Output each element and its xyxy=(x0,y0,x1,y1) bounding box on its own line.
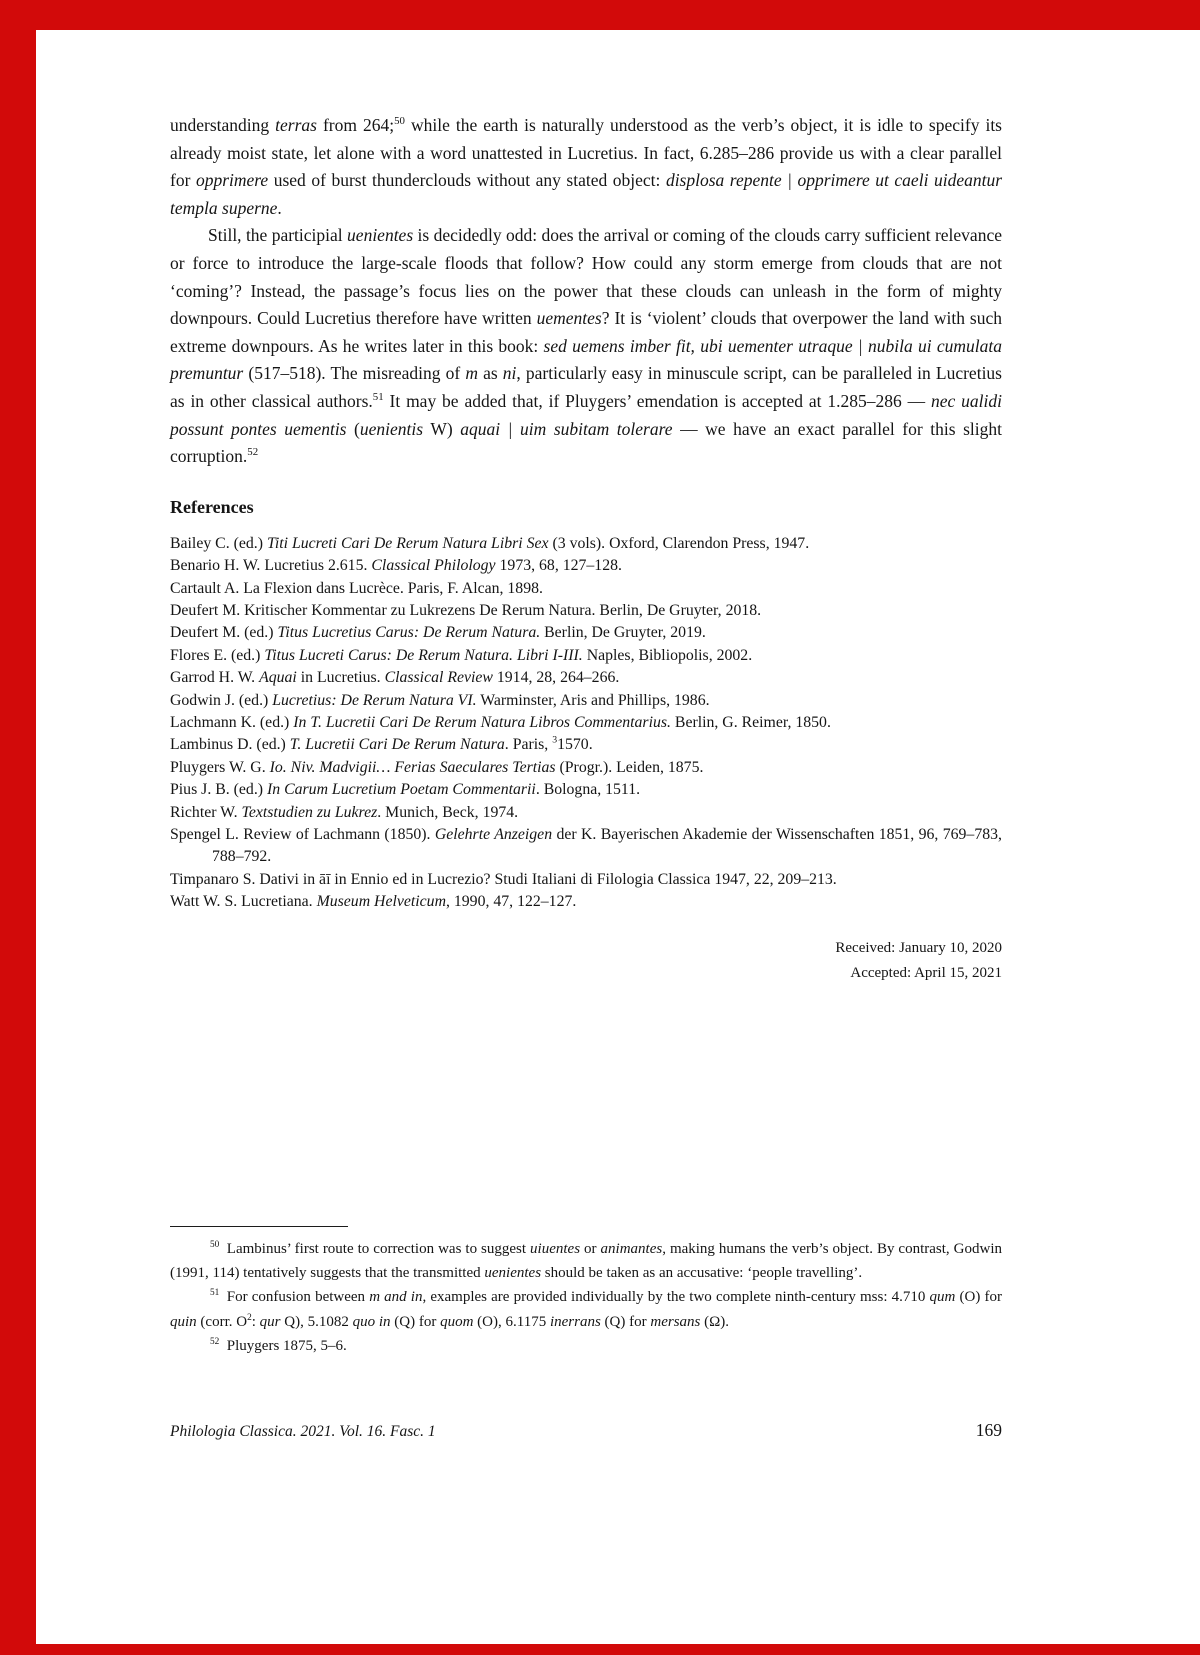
reference-entry: Timpanaro S. Dativi in āī in Ennio ed in Lucrezio? Studi Italiani di Filologia Classica 1947, 22, 209–213. xyxy=(170,870,837,888)
body-paragraph-1: understanding terras from 264;$^{50}$ while the earth is naturally understood as the verb’s object, it is idle to specify its already moist state, let alone with a word unattested in Lucretius. In fact, 6.285–286 provide us with a clear parallel for opprimere used of burst thunderclouds without any stated object: displosa repente | opprimere ut caeli uideantur templa superne. xyxy=(170,115,1003,218)
reference-entry: Cartault A. La Flexion dans Lucrèce. Paris, F. Alcan, 1898. xyxy=(170,579,543,597)
reference-entry: Flores E. (ed.) Titus Lucreti Carus: De Rerum Natura. Libri I-III. Naples, Bibliopolis, 2002. xyxy=(170,646,753,664)
reference-entry: Bailey C. (ed.) Titi Lucreti Cari De Rerum Natura Libri Sex (3 vols). Oxford, Clarendon Press, 1947. xyxy=(170,534,810,552)
page-body xyxy=(170,112,1002,986)
reference-entry: Richter W. Textstudien zu Lukrez. Munich, Beck, 1974. xyxy=(170,803,519,821)
reference-entry: Lambinus D. (ed.) T. Lucretii Cari De Rerum Natura. Paris, $^3$1570. xyxy=(170,735,593,754)
page-footer xyxy=(170,1420,1002,1441)
footnote-separator-rule xyxy=(170,1226,348,1227)
reference-entry: Deufert M. Kritischer Kommentar zu Lukrezens De Rerum Natura. Berlin, De Gruyter, 2018. xyxy=(170,601,762,619)
received-date: Received: January 10, 2020 xyxy=(835,939,1002,956)
reference-entry: Garrod H. W. Aquai in Lucretius. Classical Review 1914, 28, 264–266. xyxy=(170,669,620,687)
reference-entry: Watt W. S. Lucretiana. Museum Helveticum, 1990, 47, 122–127. xyxy=(170,893,577,911)
reference-entry: Spengel L. Review of Lachmann (1850). Gelehrte Anzeigen der K. Bayerischen Akademie der Wissenschaften 1851, 96, 769–783, 788–792. xyxy=(170,826,1002,866)
reference-entry: Deufert M. (ed.) Titus Lucretius Carus: De Rerum Natura. Berlin, De Gruyter, 2019. xyxy=(170,624,706,642)
footnote-entry: $^{52}$ Pluygers 1875, 5–6. xyxy=(210,1336,347,1354)
reference-entry: Godwin J. (ed.) Lucretius: De Rerum Natura VI. Warminster, Aris and Phillips, 1986. xyxy=(170,691,710,709)
page-edge-bottom-bar xyxy=(0,1644,1200,1655)
accepted-date: Accepted: April 15, 2021 xyxy=(850,964,1002,981)
footnotes-section xyxy=(170,1226,1002,1358)
footnotes-list xyxy=(170,1237,1002,1358)
footer-page-number: 169 xyxy=(975,1420,1002,1440)
footer-journal-title: Philologia Classica. 2021. Vol. 16. Fasc. 1 xyxy=(170,1423,436,1440)
reference-entry: Pius J. B. (ed.) In Carum Lucretium Poetam Commentarii. Bologna, 1511. xyxy=(170,781,641,799)
page-edge-top-bar xyxy=(0,0,1200,30)
body-paragraph-2: Still, the participial uenientes is decidedly odd: does the arrival or coming of the clouds carry sufficient relevance or force to introduce the large-scale floods that follow? How could any storm emerge from clouds that are not ‘coming’? Instead, the passage’s focus lies on the power that these clouds can unleash in the form of mighty downpours. Could Lucretius therefore have written uementes? It is ‘violent’ clouds that overpower the land with such extreme downpours. As he writes later in this book: sed uemens imber fit, ubi uementer utraque | nubila ui cumulata premuntur (517–518). The misreading of m as ni, particularly easy in minuscule script, can be paralleled in Lucretius as in other classical authors.$^{51}$ It may be added that, if Pluygers’ emendation is accepted at 1.285–286 — nec ualidi possunt pontes uementis (uenientis W) aquai | uim subitam tolerare — we have an exact parallel for this slight corruption.$^{52}$ xyxy=(170,225,1002,467)
references-list xyxy=(170,533,1002,914)
reference-entry: Lachmann K. (ed.) In T. Lucretii Cari De Rerum Natura Libros Commentarius. Berlin, G. Reimer, 1850. xyxy=(170,713,831,731)
page-edge-left-bar xyxy=(0,0,36,1655)
footnote-entry: $^{51}$ For confusion between m and in, examples are provided individually by the two complete ninth-century mss: 4.710 qum (O) for quin (corr. $O^2$: qur Q), 5.1082 quo in (Q) for quom (O), 6.1175 inerrans (Q) for mersans (Ω). xyxy=(170,1288,1002,1330)
dates-block xyxy=(170,936,1002,986)
reference-entry: Benario H. W. Lucretius 2.615. Classical Philology 1973, 68, 127–128. xyxy=(170,557,622,575)
footnote-entry: $^{50}$ Lambinus’ first route to correction was to suggest uiuentes or animantes, making humans the verb’s object. By contrast, Godwin (1991, 114) tentatively suggests that the transmitted uenientes should be taken as an accusative: ‘people travelling’. xyxy=(170,1240,1002,1282)
references-heading: References xyxy=(170,496,254,517)
reference-entry: Pluygers W. G. Io. Niv. Madvigii… Ferias Saeculares Tertias (Progr.). Leiden, 1875. xyxy=(170,758,704,776)
